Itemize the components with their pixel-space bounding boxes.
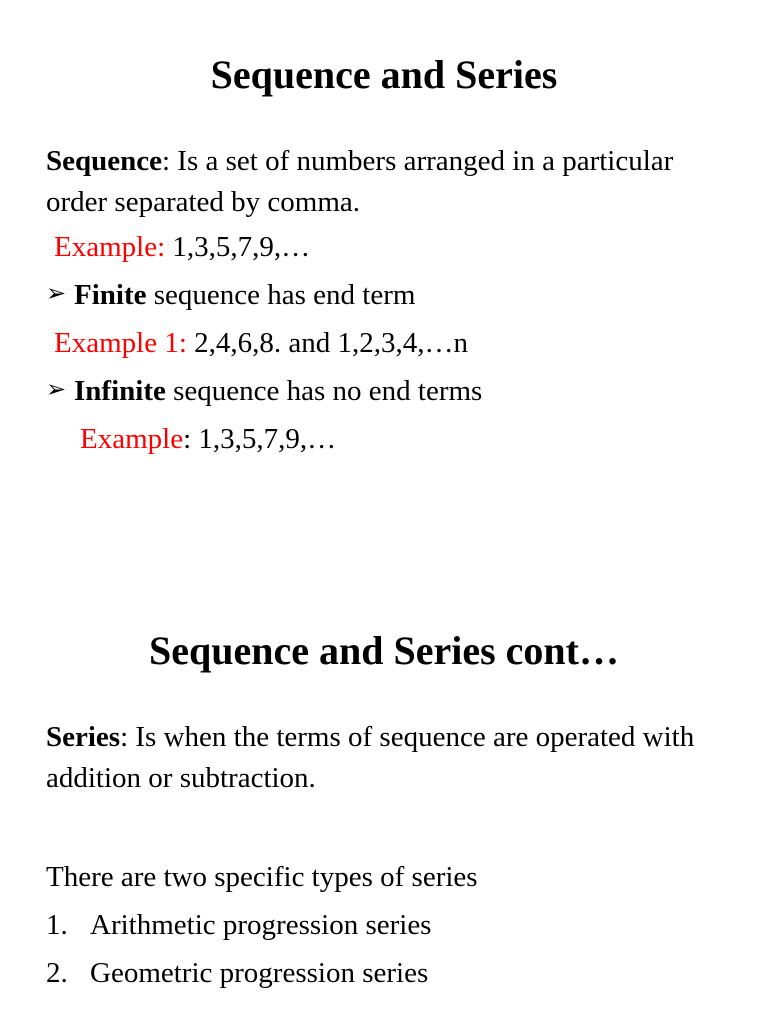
sequence-term: Sequence <box>46 145 162 177</box>
series-definition-text: : Is when the terms of sequence are operated with addition or subtraction. <box>46 721 695 794</box>
slide-body <box>46 141 736 463</box>
series-definition <box>46 717 736 799</box>
slide-body <box>46 717 736 997</box>
finite-text: sequence has end term <box>146 279 416 311</box>
series-types-intro: There are two specific types of series <box>46 861 478 893</box>
slide-title: Sequence and Series cont… <box>149 628 619 673</box>
list-label: Geometric progression series <box>90 957 429 989</box>
slide-sequence-and-series-cont <box>0 560 768 1024</box>
arrow-bullet-icon: ➢ <box>46 279 67 307</box>
infinite-example-label: Example <box>80 423 184 455</box>
infinite-example-value: : 1,3,5,7,9,… <box>183 423 337 455</box>
infinite-text: sequence has no end terms <box>165 375 483 407</box>
sequence-definition-text: : Is a set of numbers arranged in a particular order separated by comma. <box>46 145 674 218</box>
finite-term: Finite <box>74 279 147 311</box>
finite-example-value: 2,4,6,8. and 1,2,3,4,…n <box>186 327 469 359</box>
finite-bullet <box>46 271 736 319</box>
list-label: Arithmetic progression series <box>90 909 432 941</box>
sequence-example <box>46 223 736 271</box>
infinite-term: Infinite <box>74 375 166 407</box>
example-label: Example: <box>54 231 166 263</box>
sequence-definition <box>46 141 736 223</box>
example-value: 1,3,5,7,9,… <box>165 231 311 263</box>
slide-title: Sequence and Series <box>210 52 558 97</box>
finite-example-label: Example 1: <box>54 327 187 359</box>
finite-example <box>46 319 736 367</box>
series-term: Series <box>46 721 121 753</box>
list-item <box>46 949 736 997</box>
list-number: 2. <box>46 957 68 989</box>
infinite-example <box>46 415 736 463</box>
spacer <box>46 799 736 853</box>
arrow-bullet-icon: ➢ <box>46 375 67 403</box>
infinite-bullet <box>46 367 736 415</box>
list-item <box>46 901 736 949</box>
list-number: 1. <box>46 909 68 941</box>
